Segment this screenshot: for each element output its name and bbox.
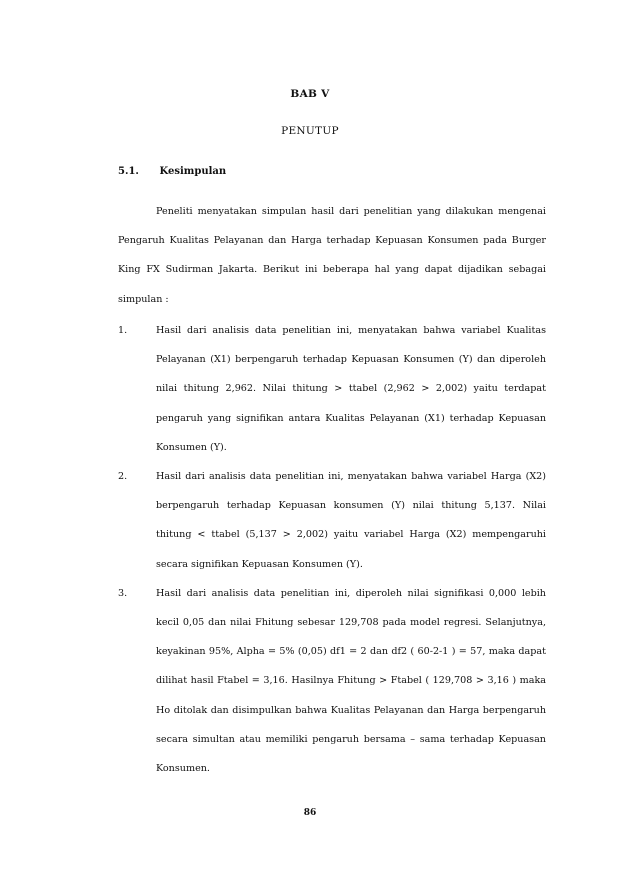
section-heading [118, 166, 226, 177]
list-item-number: 1. [118, 325, 128, 336]
list-item [118, 579, 546, 783]
list-item [118, 316, 546, 462]
list-item-text: Hasil dari analisis data penelitian ini, diperoleh nilai signifikasi 0,000 lebih kecil 0,05 dan nilai Fhitung sebesar 129,708 pada model regresi. Selanjutnya, keyakinan 95%, Alpha = 5% (0,05) df1 = 2 dan df2 ( 60-2-1 ) = 57, maka dapat dilihat hasil Ftabel = 3,16. Hasilnya Fhitung > Ftabel ( 129,708 > 3,16 ) maka Ho ditolak dan disimpulkan bahwa Kualitas Pelayanan dan Harga berpengaruh secara simultan atau memiliki pengaruh bersama – sama terhadap Kepuasan Konsumen. [156, 587, 546, 775]
page-number: 86 [303, 808, 317, 818]
section-number: 5.1. [118, 166, 139, 177]
list-item-number: 3. [118, 587, 128, 599]
chapter-heading: BAB V [290, 88, 330, 100]
list-item-text: Hasil dari analisis data penelitian ini, menyatakan bahwa variabel Kualitas Pelayanan (X1) berpengaruh terhadap Kepuasan Konsumen (Y) dan diperoleh nilai thitung 2,962. Nilai thitung > ttabel (2,962 > 2,002) yaitu terdapat pengaruh yang signifikan antara Kualitas Pelayanan (X1) terhadap Kepuasan Konsumen (Y). [156, 325, 546, 453]
intro-paragraph: Peneliti menyatakan simpulan hasil dari penelitian yang dilakukan mengenai Pengaruh Kualitas Pelayanan dan Harga terhadap Kepuasan Konsumen pada Burger King FX Sudirman Jakarta. Berikut ini beberapa hal yang dapat dijadikan sebagai simpulan : [118, 206, 546, 305]
list-item-number: 2. [118, 471, 128, 483]
conclusion-list [118, 316, 546, 783]
list-item [118, 462, 546, 579]
chapter-title: PENUTUP [281, 125, 339, 137]
list-item-text: Hasil dari analisis data penelitian ini, menyatakan bahwa variabel Harga (X2) berpengaruh terhadap Kepuasan konsumen (Y) nilai thitung 5,137. Nilai thitung < ttabel (5,137 > 2,002) yaitu variabel Harga (X2) mempengaruhi secara signifikan Kepuasan Konsumen (Y). [156, 471, 546, 570]
section-title: Kesimpulan [159, 166, 227, 177]
